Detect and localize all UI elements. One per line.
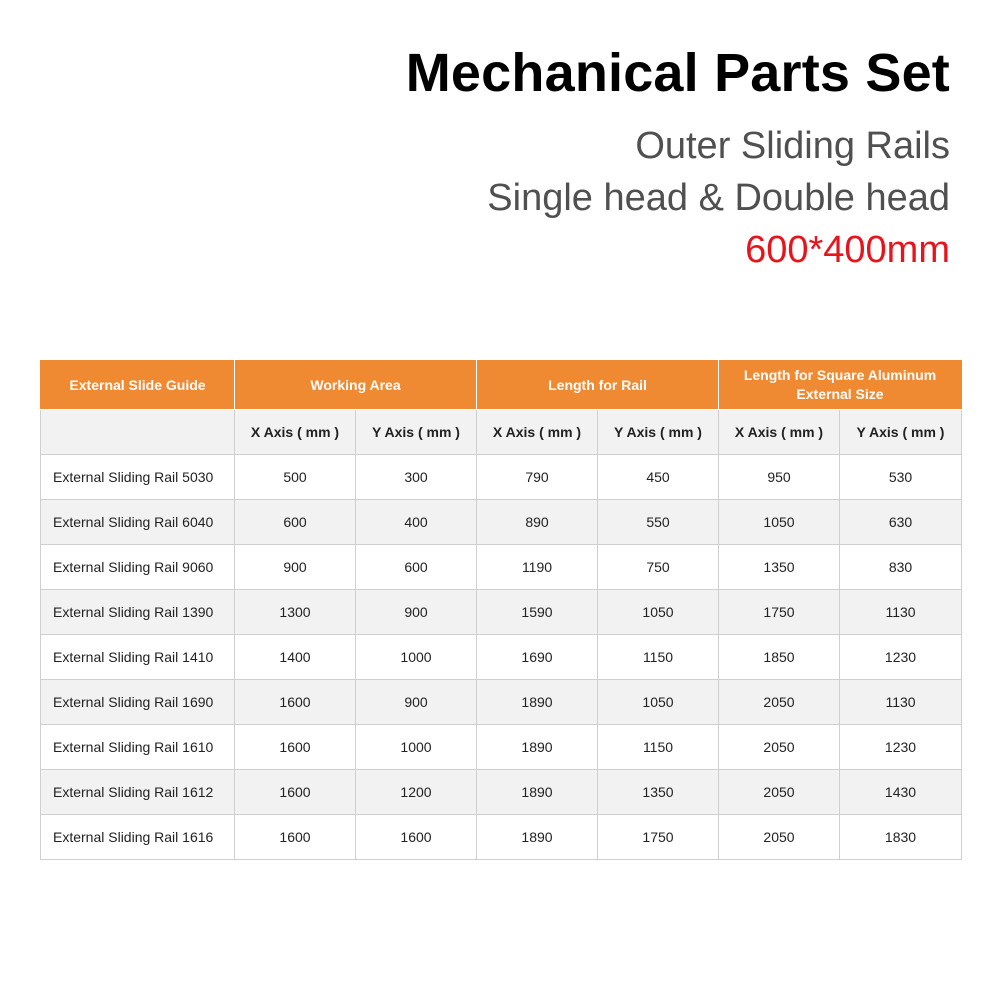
value-cell: 2050	[719, 680, 840, 725]
subtitle-head-type: Single head & Double head	[487, 177, 950, 219]
value-cell: 1000	[356, 725, 477, 770]
value-cell: 1600	[356, 815, 477, 860]
table-row	[41, 725, 962, 770]
value-cell: 1600	[235, 680, 356, 725]
axis-header: X Axis ( mm )	[235, 410, 356, 455]
specs-table	[40, 360, 962, 860]
table-row	[41, 590, 962, 635]
value-cell: 900	[356, 590, 477, 635]
value-cell: 530	[840, 455, 962, 500]
table-row	[41, 680, 962, 725]
table-row	[41, 635, 962, 680]
value-cell: 950	[719, 455, 840, 500]
header-model: External Slide Guide	[41, 361, 235, 410]
value-cell: 1000	[356, 635, 477, 680]
header-rail-length: Length for Rail	[477, 361, 719, 410]
value-cell: 900	[235, 545, 356, 590]
model-name-cell: External Sliding Rail 1612	[41, 770, 235, 815]
table-row	[41, 545, 962, 590]
subtitle-outer-rails: Outer Sliding Rails	[635, 125, 950, 167]
value-cell: 1050	[719, 500, 840, 545]
table-body	[41, 455, 962, 860]
table-row	[41, 500, 962, 545]
value-cell: 1130	[840, 590, 962, 635]
value-cell: 1890	[477, 680, 598, 725]
value-cell: 790	[477, 455, 598, 500]
value-cell: 1050	[598, 590, 719, 635]
value-cell: 1750	[598, 815, 719, 860]
page-header	[406, 40, 950, 276]
axis-header: Y Axis ( mm )	[356, 410, 477, 455]
value-cell: 1400	[235, 635, 356, 680]
value-cell: 1350	[719, 545, 840, 590]
value-cell: 1230	[840, 635, 962, 680]
model-name-cell: External Sliding Rail 9060	[41, 545, 235, 590]
value-cell: 1230	[840, 725, 962, 770]
value-cell: 500	[235, 455, 356, 500]
value-cell: 1150	[598, 635, 719, 680]
value-cell: 600	[356, 545, 477, 590]
value-cell: 1890	[477, 725, 598, 770]
axis-header: Y Axis ( mm )	[840, 410, 962, 455]
axis-header-row	[41, 410, 962, 455]
value-cell: 600	[235, 500, 356, 545]
value-cell: 1600	[235, 815, 356, 860]
value-cell: 2050	[719, 770, 840, 815]
value-cell: 550	[598, 500, 719, 545]
value-cell: 890	[477, 500, 598, 545]
value-cell: 830	[840, 545, 962, 590]
value-cell: 1600	[235, 770, 356, 815]
value-cell: 2050	[719, 815, 840, 860]
value-cell: 1890	[477, 770, 598, 815]
value-cell: 1850	[719, 635, 840, 680]
group-header-row	[41, 361, 962, 410]
axis-header: Y Axis ( mm )	[598, 410, 719, 455]
page-title: Mechanical Parts Set	[405, 43, 950, 103]
model-name-cell: External Sliding Rail 1690	[41, 680, 235, 725]
model-name-cell: External Sliding Rail 1410	[41, 635, 235, 680]
table-row	[41, 815, 962, 860]
value-cell: 1350	[598, 770, 719, 815]
model-name-cell: External Sliding Rail 6040	[41, 500, 235, 545]
model-name-cell: External Sliding Rail 1616	[41, 815, 235, 860]
axis-header-blank	[41, 410, 235, 455]
value-cell: 1830	[840, 815, 962, 860]
value-cell: 1200	[356, 770, 477, 815]
value-cell: 1690	[477, 635, 598, 680]
value-cell: 900	[356, 680, 477, 725]
table-row	[41, 770, 962, 815]
value-cell: 450	[598, 455, 719, 500]
value-cell: 1050	[598, 680, 719, 725]
value-cell: 750	[598, 545, 719, 590]
header-external-size: Length for Square Aluminum External Size	[719, 361, 962, 410]
header-working-area: Working Area	[235, 361, 477, 410]
value-cell: 2050	[719, 725, 840, 770]
axis-header: X Axis ( mm )	[719, 410, 840, 455]
value-cell: 1130	[840, 680, 962, 725]
value-cell: 1430	[840, 770, 962, 815]
value-cell: 400	[356, 500, 477, 545]
value-cell: 1590	[477, 590, 598, 635]
value-cell: 300	[356, 455, 477, 500]
value-cell: 1300	[235, 590, 356, 635]
table-row	[41, 455, 962, 500]
value-cell: 1890	[477, 815, 598, 860]
value-cell: 1600	[235, 725, 356, 770]
value-cell: 1150	[598, 725, 719, 770]
model-name-cell: External Sliding Rail 1610	[41, 725, 235, 770]
value-cell: 1190	[477, 545, 598, 590]
model-name-cell: External Sliding Rail 5030	[41, 455, 235, 500]
model-name-cell: External Sliding Rail 1390	[41, 590, 235, 635]
size-label: 600*400mm	[745, 229, 950, 271]
value-cell: 1750	[719, 590, 840, 635]
value-cell: 630	[840, 500, 962, 545]
axis-header: X Axis ( mm )	[477, 410, 598, 455]
